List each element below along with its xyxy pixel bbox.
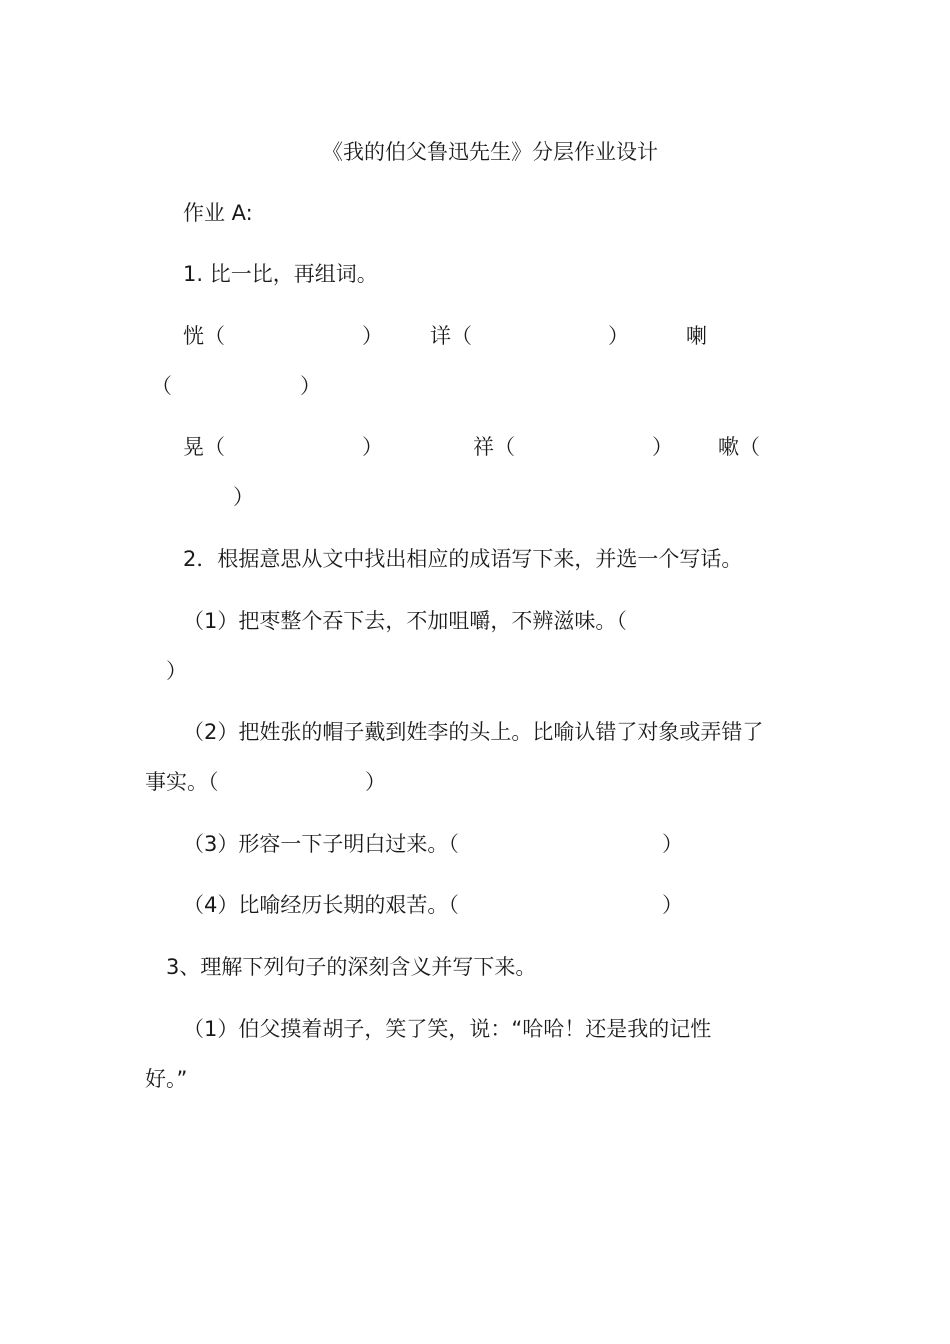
q2-item3: （3）形容一下子明白过来。（ (183, 832, 459, 856)
q1-row2-close1: ） (362, 435, 383, 459)
q3-item1-line2: 好。” (145, 1067, 188, 1091)
q1-row1-char1: 恍（ (183, 324, 225, 348)
q1-row1-char3: 喇 (686, 324, 707, 348)
q1-row1-close2: ） (608, 324, 629, 348)
q1-row1-close1: ） (362, 324, 383, 348)
question-3-heading: 3、理解下列句子的深刻含义并写下来。 (166, 955, 537, 979)
q2-item3-close: ） (662, 832, 683, 856)
q1-row2-char1: 晃（ (183, 435, 225, 459)
q1-row1-wrap-close: ） (300, 374, 321, 398)
q2-item1: （1）把枣整个吞下去，不加咀嚼，不辨滋味。（ (183, 609, 627, 633)
q2-item4: （4）比喻经历长期的艰苦。（ (183, 893, 459, 917)
q1-row2-char2: 祥（ (473, 435, 515, 459)
q2-item4-close: ） (662, 893, 683, 917)
q2-item1-close: ） (166, 659, 187, 683)
q1-row2-close2: ） (652, 435, 673, 459)
q2-item2-line1: （2）把姓张的帽子戴到姓李的头上。比喻认错了对象或弄错了 (183, 720, 764, 744)
q1-row2-char3: 嗽（ (718, 435, 760, 459)
document-title: 《我的伯父鲁迅先生》分层作业设计 (322, 140, 658, 164)
question-1-heading: 1. 比一比，再组词。 (183, 262, 378, 286)
question-2-heading: 2．根据意思从文中找出相应的成语写下来，并选一个写话。 (183, 547, 743, 571)
q1-row2-wrap-close: ） (233, 485, 254, 509)
q2-item2-close: ） (365, 770, 386, 794)
q1-row1-char2: 详（ (430, 324, 472, 348)
q2-item2-line2: 事实。（ (145, 770, 219, 794)
section-a-heading: 作业 A: (183, 201, 253, 225)
q3-item1-line1: （1）伯父摸着胡子，笑了笑，说：“哈哈！还是我的记性 (183, 1017, 712, 1041)
q1-row1-wrap-open: （ (151, 374, 172, 398)
